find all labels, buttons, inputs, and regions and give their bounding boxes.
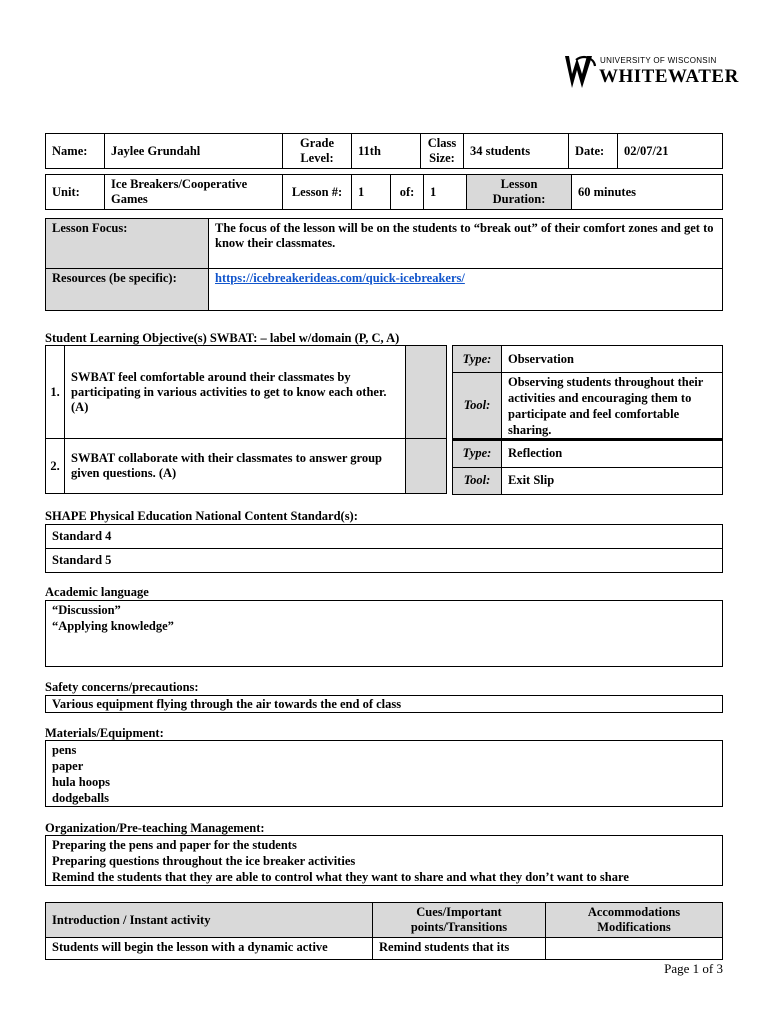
lesson-focus-label: Lesson Focus:: [46, 219, 209, 269]
organization-heading: Organization/Pre-teaching Management:: [45, 821, 265, 835]
grade-level-label: Grade Level:: [283, 134, 352, 169]
logo-line1: UNIVERSITY OF WISCONSIN: [600, 56, 717, 65]
date-label: Date:: [569, 134, 618, 169]
assessment-table-1: [452, 345, 723, 439]
date-value: 02/07/21: [618, 134, 723, 169]
objective-2-text: SWBAT collaborate with their classmates to answer group given questions. (A): [65, 439, 406, 494]
intro-row1-col2: Remind students that its: [373, 938, 546, 960]
objective-1-spacer: [406, 346, 447, 439]
intro-col2-header: Cues/Important points/Transitions: [373, 903, 546, 938]
unit-value: Ice Breakers/Cooperative Games: [105, 175, 283, 210]
class-size-value: 34 students: [464, 134, 569, 169]
organization-line: Preparing questions throughout the ice breaker activities: [52, 854, 356, 868]
grade-level-value: 11th: [352, 134, 421, 169]
objective-2-number: 2.: [46, 439, 65, 494]
material-item: dodgeballs: [52, 791, 109, 805]
header-info-table-2: [45, 174, 723, 210]
standard-item: Standard 5: [46, 549, 723, 573]
safety-heading: Safety concerns/precautions:: [45, 680, 199, 694]
name-value: Jaylee Grundahl: [105, 134, 283, 169]
objective-1-text: SWBAT feel comfortable around their classmates by participating in various activities to get to know each other. (A): [65, 346, 406, 439]
logo-line2: WHITEWATER: [599, 66, 739, 87]
assessment-2-tool-label: Tool:: [453, 467, 502, 494]
organization-line: Remind the students that they are able to control what they want to share and what they don’t want to share: [52, 870, 629, 884]
assessment-2-type-value: Reflection: [502, 440, 723, 467]
resources-label: Resources (be specific):: [46, 269, 209, 311]
unit-label: Unit:: [46, 175, 105, 210]
page-number: Page 1 of 3: [664, 961, 723, 976]
objectives-table: [45, 345, 447, 494]
academic-language-line: “Discussion”: [52, 603, 121, 617]
lesson-duration-value: 60 minutes: [572, 175, 723, 210]
lesson-number-label: Lesson #:: [283, 175, 352, 210]
lesson-focus-value: The focus of the lesson will be on the students to “break out” of their comfort zones and get to know their classmates.: [209, 219, 723, 269]
material-item: pens: [52, 743, 77, 757]
intro-col3-header: Accommodations Modifications: [546, 903, 723, 938]
lesson-duration-label: Lesson Duration:: [467, 175, 572, 210]
academic-language-line: “Applying knowledge”: [52, 619, 174, 633]
assessment-1-tool-label: Tool:: [453, 373, 502, 439]
name-label: Name:: [46, 134, 105, 169]
academic-language-box: [45, 600, 723, 667]
organization-line: Preparing the pens and paper for the students: [52, 838, 297, 852]
objective-1-number: 1.: [46, 346, 65, 439]
shape-standards-table: [45, 524, 723, 573]
academic-language-heading: Academic language: [45, 585, 149, 599]
organization-box: [45, 835, 723, 886]
uw-whitewater-w-icon: [562, 52, 598, 92]
material-item: paper: [52, 759, 84, 773]
objectives-heading: Student Learning Objective(s) SWBAT: – label w/domain (P, C, A): [45, 331, 400, 345]
assessment-table-2: [452, 439, 723, 495]
university-logo: [562, 52, 739, 92]
introduction-table: [45, 902, 723, 960]
assessment-2-tool-value: Exit Slip: [502, 467, 723, 494]
shape-standards-heading: SHAPE Physical Education National Content Standard(s):: [45, 509, 358, 523]
resources-link[interactable]: https://icebreakerideas.com/quick-icebreakers/: [215, 271, 465, 285]
of-label: of:: [391, 175, 424, 210]
assessment-1-type-label: Type:: [453, 346, 502, 373]
materials-heading: Materials/Equipment:: [45, 726, 164, 740]
class-size-label: Class Size:: [421, 134, 464, 169]
safety-box: [45, 695, 723, 713]
materials-box: [45, 740, 723, 807]
intro-col1-header: Introduction / Instant activity: [46, 903, 373, 938]
safety-text: Various equipment flying through the air towards the end of class: [52, 697, 402, 711]
assessment-1-type-value: Observation: [502, 346, 723, 373]
material-item: hula hoops: [52, 775, 111, 789]
intro-row1-col1: Students will begin the lesson with a dynamic active: [46, 938, 373, 960]
standard-item: Standard 4: [46, 525, 723, 549]
assessment-2-type-label: Type:: [453, 440, 502, 467]
lesson-number-value: 1: [352, 175, 391, 210]
header-info-table-1: [45, 133, 723, 169]
lesson-focus-table: [45, 218, 723, 311]
objective-2-spacer: [406, 439, 447, 494]
of-value: 1: [424, 175, 467, 210]
intro-row1-col3: [546, 938, 723, 960]
assessment-1-tool-value: Observing students throughout their activities and encouraging them to participate and feel comfortable sharing.: [502, 373, 723, 439]
